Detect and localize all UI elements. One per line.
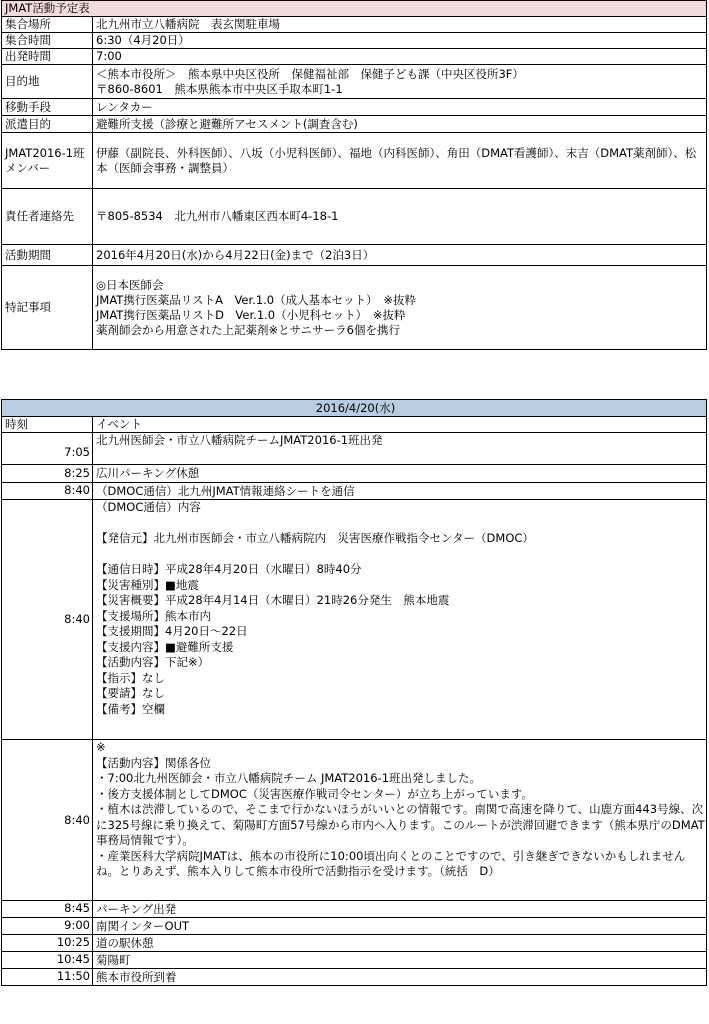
plan-title: JMAT活動予定表 — [2, 1, 707, 17]
row-time: 7:05 — [2, 433, 93, 465]
schedule-date: 2016/4/20(水) — [2, 400, 707, 417]
label-contact: 責任者連絡先 — [2, 189, 93, 245]
label-destination: 目的地 — [2, 65, 93, 99]
table-row — [2, 969, 707, 986]
col-time-header: 時刻 — [2, 417, 93, 433]
row-time: 9:00 — [2, 918, 93, 935]
row-event: ※ 【活動内容】関係各位 ・7:00北九州医師会・市立八幡病院チーム JMAT2016-1班出発しました。 ・後方支援体制としてDMOC（災害医療作戦司令センター）が立ち上がっています。 ・植木は渋滞しているので、そこまで行かないほうがいいとの情報です。南関で高速を降りて、山鹿方面443号線、次に325号線に乗り換えて、菊陽町方面57号線から市内へ入ります。このルートが渋滞回避できます（熊本県庁のDMAT事務局情報です）。 ・産業医科大学病院JMATは、熊本の市役所に10:00頃出向くとのことですので、引き継ぎできないかもしれませんね。とりあえず、熊本入りして熊本市役所で活動指示を受けます。（統括 D） — [93, 740, 707, 901]
table-row — [2, 901, 707, 918]
label-transport: 移動手段 — [2, 99, 93, 116]
row-time: 8:40 — [2, 500, 93, 740]
value-contact: 〒805-8534 北九州市八幡東区西本町4-18-1 — [93, 189, 707, 245]
label-purpose: 派遣目的 — [2, 116, 93, 133]
row-event: 熊本市役所到着 — [93, 969, 707, 986]
schedule-table — [1, 399, 707, 986]
value-notes: ◎日本医師会 JMAT携行医薬品リストA Ver.1.0（成人基本セット） ※抜粋 JMAT携行医薬品リストD Ver.1.0（小児科セット） ※抜粋 薬剤師会から用意された上記薬剤※とサニサーラ6個を携行 — [93, 266, 707, 350]
value-meeting-place: 北九州市立八幡病院 表玄関駐車場 — [93, 17, 707, 33]
table-row — [2, 952, 707, 969]
value-period: 2016年4月20日(水)から4月22日(金)まで（2泊3日） — [93, 245, 707, 266]
value-members: 伊藤（副院長、外科医師）、八坂（小児科医師）、福地（内科医師）、角田（DMAT看護師）、末吉（DMAT薬剤師）、松本（医師会事務・調整員） — [93, 133, 707, 189]
value-purpose: 避難所支援（診療と避難所アセスメント(調査含む) — [93, 116, 707, 133]
table-row — [2, 935, 707, 952]
activity-plan-table — [1, 0, 707, 350]
row-time: 11:50 — [2, 969, 93, 986]
row-time: 8:25 — [2, 465, 93, 483]
label-members: JMAT2016-1班メンバー — [2, 133, 93, 189]
row-event: （DMOC通信）北九州JMAT情報連絡シートを通信 — [93, 483, 707, 500]
row-event: 北九州医師会・市立八幡病院チームJMAT2016-1班出発 — [93, 433, 707, 465]
row-event: 広川パーキング休憩 — [93, 465, 707, 483]
value-meeting-time: 6:30（4月20日） — [93, 33, 707, 49]
row-event: 菊陽町 — [93, 952, 707, 969]
table-row — [2, 483, 707, 500]
row-event: （DMOC通信）内容 【発信元】北九州市医師会・市立八幡病院内 災害医療作戦指令センター（DMOC） 【通信日時】平成28年4月20日（水曜日）8時40分 【災害種別】■地震 【災害概要】平成28年4月14日（木曜日）21時26分発生 熊本地震 【支援場所】熊本市内 【支援期間】4月20日～22日 【支援内容】■避難所支援 【活動内容】下記※） 【指示】なし 【要請】なし 【備考】空欄 — [93, 500, 707, 740]
row-time: 8:45 — [2, 901, 93, 918]
row-time: 8:40 — [2, 483, 93, 500]
table-row — [2, 500, 707, 740]
row-event: 道の駅休憩 — [93, 935, 707, 952]
label-meeting-time: 集合時間 — [2, 33, 93, 49]
col-event-header: イベント — [93, 417, 707, 433]
row-time: 8:40 — [2, 740, 93, 901]
table-row — [2, 433, 707, 465]
table-row — [2, 465, 707, 483]
value-destination: ＜熊本市役所＞ 熊本県中央区役所 保健福祉部 保健子ども課（中央区役所3F） 〒860-8601 熊本県熊本市中央区手取本町1-1 — [93, 65, 707, 99]
value-transport: レンタカー — [93, 99, 707, 116]
table-row — [2, 918, 707, 935]
row-event: パーキング出発 — [93, 901, 707, 918]
value-departure-time: 7:00 — [93, 49, 707, 65]
label-departure-time: 出発時間 — [2, 49, 93, 65]
label-notes: 特記事項 — [2, 266, 93, 350]
row-time: 10:25 — [2, 935, 93, 952]
row-event: 南関インターOUT — [93, 918, 707, 935]
label-meeting-place: 集合場所 — [2, 17, 93, 33]
row-time: 10:45 — [2, 952, 93, 969]
label-period: 活動期間 — [2, 245, 93, 266]
table-row — [2, 740, 707, 901]
